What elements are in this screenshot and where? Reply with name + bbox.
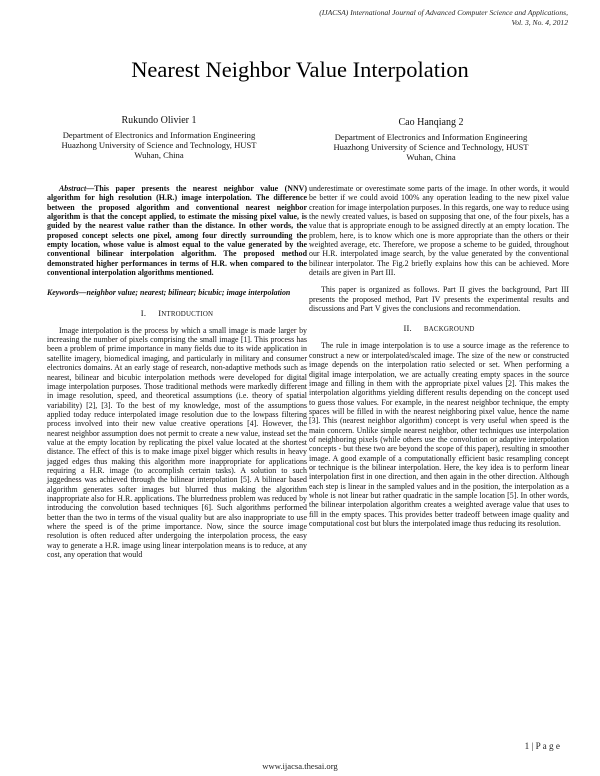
author-block-2 (306, 116, 556, 163)
body-paragraph: The rule in image interpolation is to use a source image as the reference to construct a new or interpolated/scaled image. The size of the new or constructed image depends on the interpolation ratio selected or set. When performing a digital image interpolation, we are actually creating empty spaces in the source image and filling in them with the appropriate pixel values [2]. This makes the interpolation algorithms yielding different results depending on the concept used to guess those values. For example, in the nearest neighbor technique, the empty spaces will be filled in with the nearest neighboring pixel value, hence the name [3]. This (nearest neighbor algorithm) concept is very useful when speed is the main concern. Unlike simple nearest neighbor, other techniques use interpolation of neighboring pixels (while others use the convolution or adaptive interpolation concepts - but these two are beyond the scope of this paper), resulting in smoother image. A good example of a computationally efficient basic resampling concept or technique is the bilinear interpolation. Here, the key idea is to perform linear interpolation first in one direction, and then again in the other direction. Although each step is linear in the sampled values and in the position, the interpolation as a whole is not linear but rather quadratic in the sample location [5]. In other words, the bilinear interpolation algorithm creates a weighted average value that uses to fill in the empty spaces. This provides better tradeoff between image quality and computational cost but blurs the interpolated image thus reducing its resolution. (309, 341, 569, 528)
footer-url: www.ijacsa.thesai.org (262, 761, 338, 771)
section-title-initial: I (158, 307, 162, 318)
abstract-lead: Abstract (59, 184, 87, 193)
journal-header (208, 8, 568, 28)
body-paragraph: Image interpolation is the process by which a small image is made larger by increasing the number of pixels comprising the small image [1]. This process has been a problem of prime importance in many fields due to its wide application in satellite imagery, biomedical imaging, and particularly in military and consumer electronics domains. At an early stage of research, non-adaptive methods such as nearest, bilinear and bicubic interpolation methods were developed for digital image interpolation purposes. Those traditional methods were markedly different in image resolution, speed, and theoretical assumptions (i.e. theory of spatial variability) [2], [3]. To the best of my knowledge, most of the assumptions applied today reduce interpolated image resolution due to the lowpass filtering process involved into their new value creative operations [4]. However, the nearest neighbor assumption does not permit to create a new value, instead set the value at the empty location by replicating the pixel value located at the shortest distance. The effect of this is to make image pixel bigger which results in heavy jagged edges thus making this algorithm more inappropriate for applications requiring a H.R. image (to accomplish certain tasks). A solution to such jaggedness was achieved through the bilinear interpolation [5]. A bilinear based algorithm generates softer images but blurred thus making the algorithm inappropriate also for H.R. applications. The blurredness problem was reduced by introducing the convolution based techniques [6]. Such algorithms performed better than the two in terms of the visual quality but are also inappropriate to use where the speed is of the prime importance. Now, since the source image resolution is often reduced after undergoing the interpolation process, the easy way to generate a H.R. image using linear interpolation means is to reduce, at any cost, any operation that would (47, 325, 307, 560)
keywords-text: neighbor value; nearest; bilinear; bicubic; image interpolation (86, 288, 291, 298)
page-number: 1 | P a g e (524, 741, 560, 751)
section-heading-introduction (47, 308, 307, 320)
body-paragraph: underestimate or overestimate some parts of the image. In other words, it would be better if we could avoid 100% any operation leading to the new pixel value creation for image interpolation purposes. In this regards, one way to reduce using the newly created values, is based on supposing that one, of the four pixels, has a value that is appropriate enough to be assigned directly at an empty location. The problem, here, is to know which one is more appropriate than the others or their weighted average, etc. Therefore, we propose a scheme to be guided, throughout our H.R. interpolated image search, by the value generated by the conventional bilinear interpolator. The Fig.2 briefly explains how this can be achieved. More details are given in Part III. (309, 184, 569, 278)
section-title: BACKGROUND (423, 326, 475, 334)
section-title-rest: NTRODUCTION (161, 310, 214, 318)
abstract (47, 184, 307, 277)
author-name: Rukundo Olivier 1 (121, 115, 197, 126)
author-department: Department of Electronics and Information Engineering (334, 132, 528, 142)
author-city: Wuhan, China (406, 152, 456, 163)
keywords (47, 288, 307, 297)
author-department: Department of Electronics and Information Engineering (62, 130, 256, 140)
keywords-lead: Keywords— (47, 288, 87, 298)
author-university: Huazhong University of Science and Technology, HUST (333, 142, 529, 153)
author-name: Cao Hanqiang 2 (398, 117, 464, 128)
section-number: I. (140, 307, 147, 318)
author-block-1 (34, 114, 284, 161)
right-column (309, 184, 569, 528)
author-university: Huazhong University of Science and Technology, HUST (61, 140, 257, 151)
left-column (47, 184, 307, 559)
section-number: II. (403, 323, 412, 334)
body-paragraph: This paper is organized as follows. Part II gives the background, Part III presents the proposed method, Part IV presents the experimental results and discussions and Part V gives the conclusions and recommendation. (309, 285, 569, 314)
author-city: Wuhan, China (134, 150, 184, 161)
section-heading-background (309, 323, 569, 335)
abstract-text: —This paper presents the nearest neighbor value (NNV) algorithm for high resolution (H.R.) image interpolation. The difference between the proposed algorithm and conventional nearest neighbor algorithm is that the concept applied, to estimate the missing pixel value, is guided by the nearest value rather than the distance. In other words, the proposed concept selects one pixel, among four directly surrounding the empty location, whose value is almost equal to the value generated by the conventional bilinear interpolation algorithm. The proposed method demonstrated higher performances in terms of H.R. when compared to the conventional interpolation algorithms mentioned. (47, 184, 307, 278)
journal-volume: Vol. 3, No. 4, 2012 (511, 18, 568, 27)
journal-name: (IJACSA) International Journal of Advanced Computer Science and Applications, (319, 8, 568, 17)
paper-title: Nearest Neighbor Value Interpolation (131, 57, 469, 82)
